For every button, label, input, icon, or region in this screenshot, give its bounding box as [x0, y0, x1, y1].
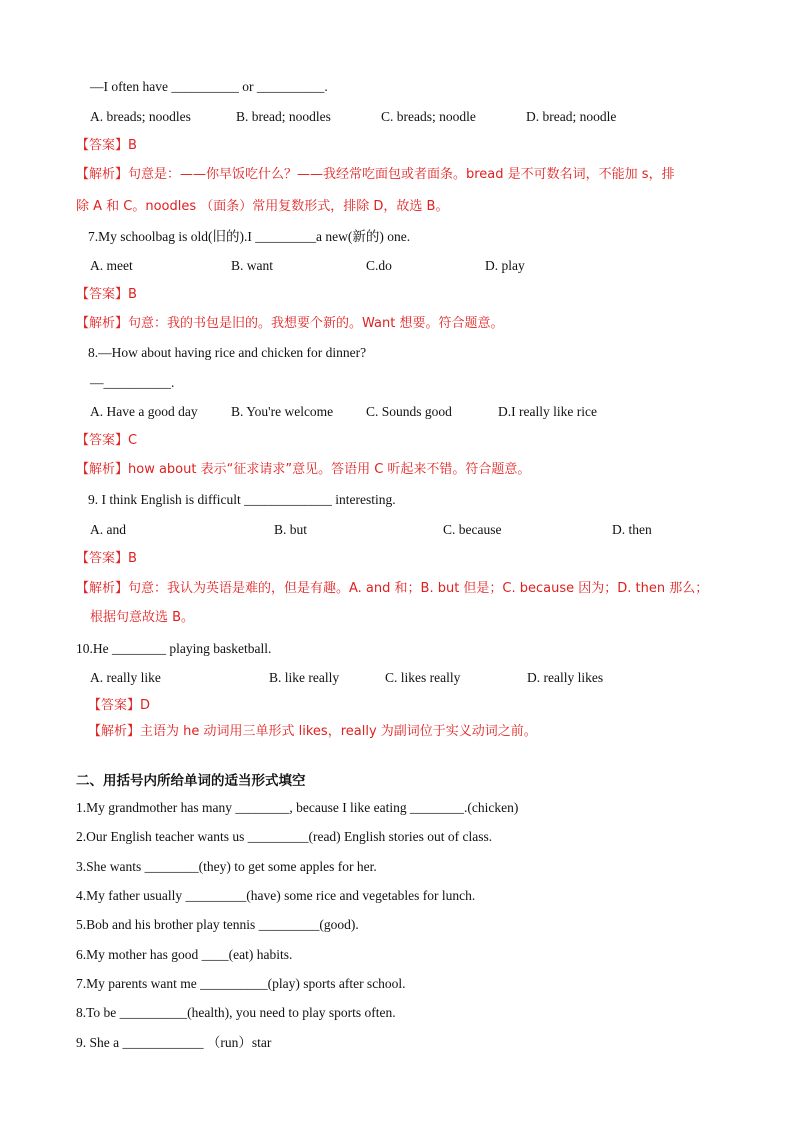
q9-option-b: B. but — [274, 522, 308, 537]
q9-analysis-line2: 根据句意故选 B。 — [90, 610, 195, 625]
section2-item-1: 1.My grandmother has many ________, because I like eating ________.(chicken) — [76, 800, 519, 815]
q7-option-d: D. play — [485, 258, 525, 273]
q9-option-c: C. because — [443, 522, 502, 537]
q8-stem-response: —__________. — [90, 375, 175, 390]
section2-item-2: 2.Our English teacher wants us _________(read) English stories out of class. — [76, 829, 493, 844]
q8-option-b: B. You're welcome — [231, 404, 334, 419]
section2-item-4: 4.My father usually _________(have) some rice and vegetables for lunch. — [76, 888, 476, 903]
q10-option-a: A. really like — [90, 670, 161, 685]
section2-item-5: 5.Bob and his brother play tennis _________(good). — [76, 917, 359, 932]
q6-stem-line: —I often have __________ or __________. — [90, 79, 328, 94]
q10-analysis: 【解析】主语为 he 动词用三单形式 likes，really 为副词位于实义动词之前。 — [88, 724, 537, 739]
q7-option-c: C.do — [366, 258, 392, 273]
section2-item-7: 7.My parents want me __________(play) sports after school. — [76, 976, 406, 991]
q6-option-c: C. breads; noodle — [381, 109, 476, 124]
q9-answer: 【答案】B — [76, 551, 137, 566]
q8-stem: 8.—How about having rice and chicken for dinner? — [88, 345, 367, 360]
q8-option-c: C. Sounds good — [366, 404, 452, 419]
q10-option-c: C. likes really — [385, 670, 461, 685]
q9-option-d: D. then — [612, 522, 652, 537]
q6-answer: 【答案】B — [76, 138, 137, 153]
section2-item-8: 8.To be __________(health), you need to play sports often. — [76, 1005, 396, 1020]
q10-answer: 【答案】D — [88, 698, 151, 713]
q8-option-a: A. Have a good day — [90, 404, 198, 419]
q6-option-b: B. bread; noodles — [236, 109, 331, 124]
q7-option-a: A. meet — [90, 258, 133, 273]
q9-stem: 9. I think English is difficult _____________ interesting. — [88, 492, 396, 507]
q8-analysis: 【解析】how about 表示“征求请求”意见。答语用 C 听起来不错。符合题意。 — [76, 462, 531, 477]
q10-option-b: B. like really — [269, 670, 340, 685]
q10-option-d: D. really likes — [527, 670, 604, 685]
q6-analysis-line2: 除 A 和 C。noodles （面条）常用复数形式，排除 D，故选 B。 — [76, 199, 449, 214]
q6-option-d: D. bread; noodle — [526, 109, 617, 124]
q10-stem: 10.He ________ playing basketball. — [76, 641, 272, 656]
q7-answer: 【答案】B — [76, 287, 137, 302]
section2-item-3: 3.She wants ________(they) to get some apples for her. — [76, 859, 377, 874]
q8-answer: 【答案】C — [76, 433, 138, 448]
q7-stem: 7.My schoolbag is old(旧的).I _________a new(新的) one. — [88, 229, 411, 244]
q6-analysis-line1: 【解析】句意是：——你早饭吃什么？——我经常吃面包或者面条。bread 是不可数名词，不能加 s，排 — [76, 167, 675, 182]
q7-option-b: B. want — [231, 258, 273, 273]
q9-analysis-line1: 【解析】句意：我认为英语是难的，但是有趣。A. and 和；B. but 但是；C. because 因为；D. then 那么； — [76, 581, 709, 596]
q8-option-d: D.I really like rice — [498, 404, 597, 419]
section2-item-9: 9. She a ____________ （run）star — [76, 1035, 272, 1050]
section2-item-6: 6.My mother has good ____(eat) habits. — [76, 947, 293, 962]
q6-option-a: A. breads; noodles — [90, 109, 191, 124]
section2-title: 二、用括号内所给单词的适当形式填空 — [76, 773, 306, 789]
q9-option-a: A. and — [90, 522, 126, 537]
q7-analysis: 【解析】句意：我的书包是旧的。我想要个新的。Want 想要。符合题意。 — [76, 316, 504, 331]
